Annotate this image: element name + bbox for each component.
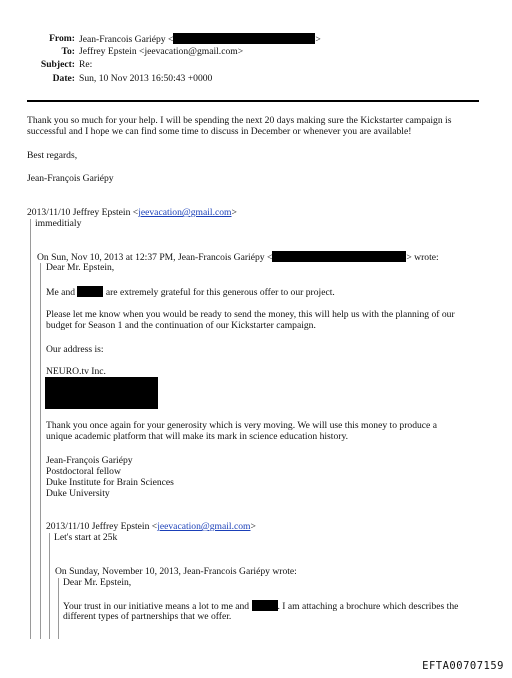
email-link[interactable]: jeevacation@gmail.com: [138, 207, 232, 218]
quote2-attribution: On Sun, Nov 10, 2013 at 12:37 PM, Jean-Francois Gariépy < > wrote:: [37, 252, 439, 263]
sig-univ: Duke University: [46, 488, 110, 499]
email-link[interactable]: jeevacation@gmail.com: [157, 521, 251, 532]
header-divider: [27, 100, 479, 102]
quote-bar: [49, 533, 50, 639]
sig-name: Jean-François Gariépy: [46, 455, 133, 466]
quote2-greeting: Dear Mr. Epstein,: [46, 262, 115, 273]
quote2-para-2-line-1: Please let me know when you would be ready to send the money, this will help us with the planning of our: [46, 309, 455, 320]
quote4-para-1-line-1: Your trust in our initiative means a lot to me and . I am attaching a brochure which describes the: [63, 601, 459, 612]
company-name: NEURO.tv Inc.: [46, 366, 106, 377]
quote4-greeting: Dear Mr. Epstein,: [63, 577, 132, 588]
signature: Jean-François Gariépy: [27, 173, 114, 184]
reply-line-1: Thank you so much for your help. I will be spending the next 20 days making sure the Kickstarter campaign is: [27, 115, 452, 126]
sig-dept: Duke Institute for Brain Sciences: [46, 477, 174, 488]
to-value: Jeffrey Epstein <jeevacation@gmail.com>: [79, 46, 244, 57]
redaction-box: [77, 286, 103, 297]
date-value: Sun, 10 Nov 2013 16:50:43 +0000: [79, 73, 213, 84]
from-label: From:: [49, 33, 75, 44]
subject-label: Subject:: [40, 59, 75, 70]
reply-line-2: successful and I hope we can find some time to discuss in December or whenever you are available!: [27, 126, 412, 137]
redaction-box: [45, 377, 158, 409]
quote2-para-2-line-2: budget for Season 1 and the continuation of our Kickstarter campaign.: [46, 320, 316, 331]
quote3-body: Let's start at 25k: [54, 532, 118, 543]
from-tail: >: [315, 34, 321, 45]
redaction-box: [272, 251, 406, 262]
quote-bar: [40, 263, 41, 639]
from-name: Jean-Francois Gariépy <: [79, 34, 174, 45]
address-label: Our address is:: [46, 344, 104, 355]
quote4-attribution: On Sunday, November 10, 2013, Jean-Francois Gariépy wrote:: [55, 566, 297, 577]
to-label: To:: [61, 46, 75, 57]
document-id: EFTA00707159: [422, 660, 504, 672]
quote-bar: [30, 219, 31, 639]
quote2-para-3-line-1: Thank you once again for your generosity which is very moving. We will use this money to produce a: [46, 420, 437, 431]
quote1-body: immeditialy: [35, 218, 82, 229]
date-label: Date:: [52, 73, 75, 84]
sig-title: Postdoctoral fellow: [46, 466, 121, 477]
quote3-attribution: 2013/11/10 Jeffrey Epstein <jeevacation@gmail.com>: [46, 521, 256, 532]
redaction-box: [252, 600, 278, 611]
quote2-para-1: Me and are extremely grateful for this generous offer to our project.: [46, 287, 335, 298]
quote2-para-3-line-2: unique academic platform that will make its mark in science education history.: [46, 431, 349, 442]
subject-value: Re:: [79, 59, 93, 70]
quote1-attribution: 2013/11/10 Jeffrey Epstein <jeevacation@gmail.com>: [27, 207, 237, 218]
closing: Best regards,: [27, 150, 78, 161]
quote4-para-1-line-2: different types of partnerships that we offer.: [63, 611, 232, 622]
redaction-box: [173, 33, 315, 44]
quote-bar: [58, 578, 59, 639]
